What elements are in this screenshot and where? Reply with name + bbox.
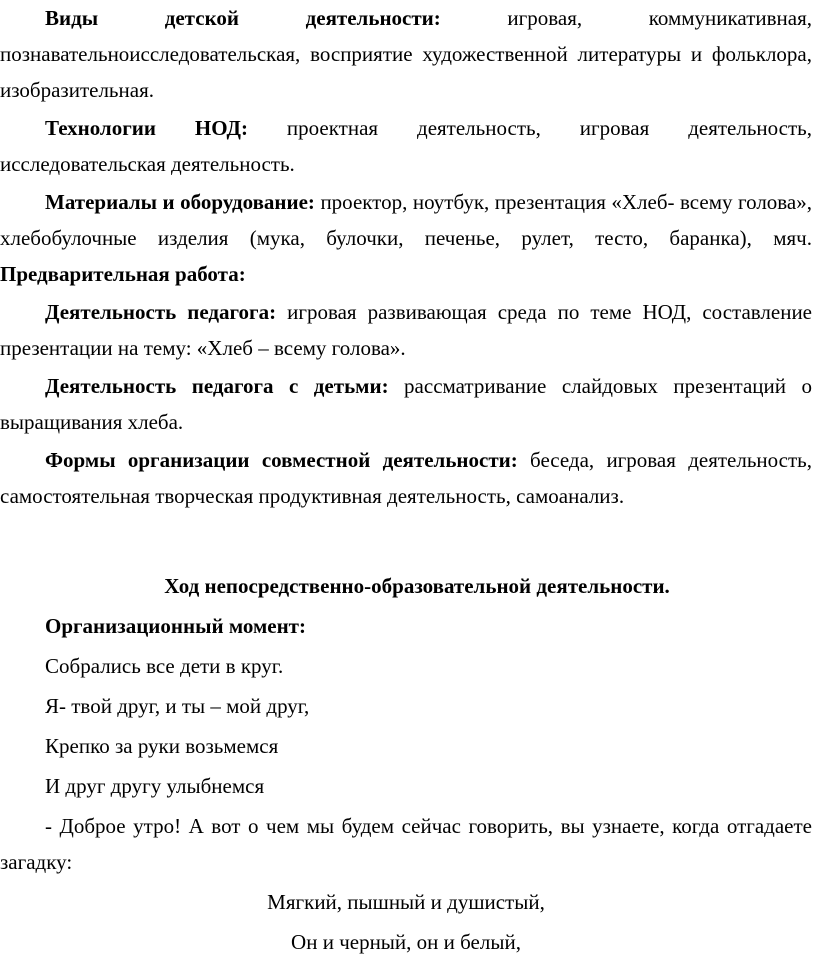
teacher-activity-paragraph xyxy=(0,294,812,366)
teacher-children-paragraph xyxy=(0,368,812,440)
teacher-activity-label: Деятельность педагога: xyxy=(45,300,277,324)
technologies-paragraph xyxy=(0,110,812,182)
poem-line: И друг другу улыбнемся xyxy=(45,774,265,798)
materials-text: проектор, ноутбук, презентация «Хлеб- всему голова», хлебобулочные изделия (мука, булочки, печенье, рулет, тесто, баранка), мяч. xyxy=(0,190,813,250)
forms-paragraph xyxy=(0,442,812,514)
technologies-label: Технологии НОД: xyxy=(45,116,248,140)
forms-text: беседа, игровая деятельность, самостоятельная творческая продуктивная деятельность, самоанализ. xyxy=(0,448,812,508)
subheading: Организационный момент: xyxy=(45,614,306,638)
riddle-line: Он и черный, он и белый, xyxy=(291,930,521,954)
preliminary-work-label: Предварительная работа: xyxy=(0,262,246,286)
poem-line: Я- твой друг, и ты – мой друг, xyxy=(45,694,310,718)
technologies-text: проектная деятельность, игровая деятельность, исследовательская деятельность. xyxy=(0,116,812,176)
teacher-activity-text: игровая развивающая среда по теме НОД, составление презентации на тему: «Хлеб – всему голова». xyxy=(0,300,813,360)
forms-label: Формы организации совместной деятельности: xyxy=(45,448,518,472)
teacher-children-label: Деятельность педагога с детьми: xyxy=(45,374,389,398)
riddle-line: Мягкий, пышный и душистый, xyxy=(267,890,545,914)
materials-label: Материалы и оборудование: xyxy=(45,190,315,214)
section-heading: Ход непосредственно-образовательной деятельности. xyxy=(164,574,670,598)
activities-paragraph xyxy=(0,0,812,108)
poem-line: Собрались все дети в круг. xyxy=(45,654,284,678)
teacher-children-text: рассматривание слайдовых презентаций о выращивания хлеба. xyxy=(0,374,812,434)
materials-paragraph xyxy=(0,184,812,292)
dialogue-paragraph: - Доброе утро! А вот о чем мы будем сейчас говорить, вы узнаете, когда отгадаете загадку: xyxy=(0,814,812,874)
activities-text: игровая, коммуникативная, познавательноисследовательская, восприятие художественной литературы и фольклора, изобразительная. xyxy=(0,6,812,102)
poem-line: Крепко за руки возьмемся xyxy=(45,734,279,758)
activities-label: Виды детской деятельности: xyxy=(45,6,441,30)
